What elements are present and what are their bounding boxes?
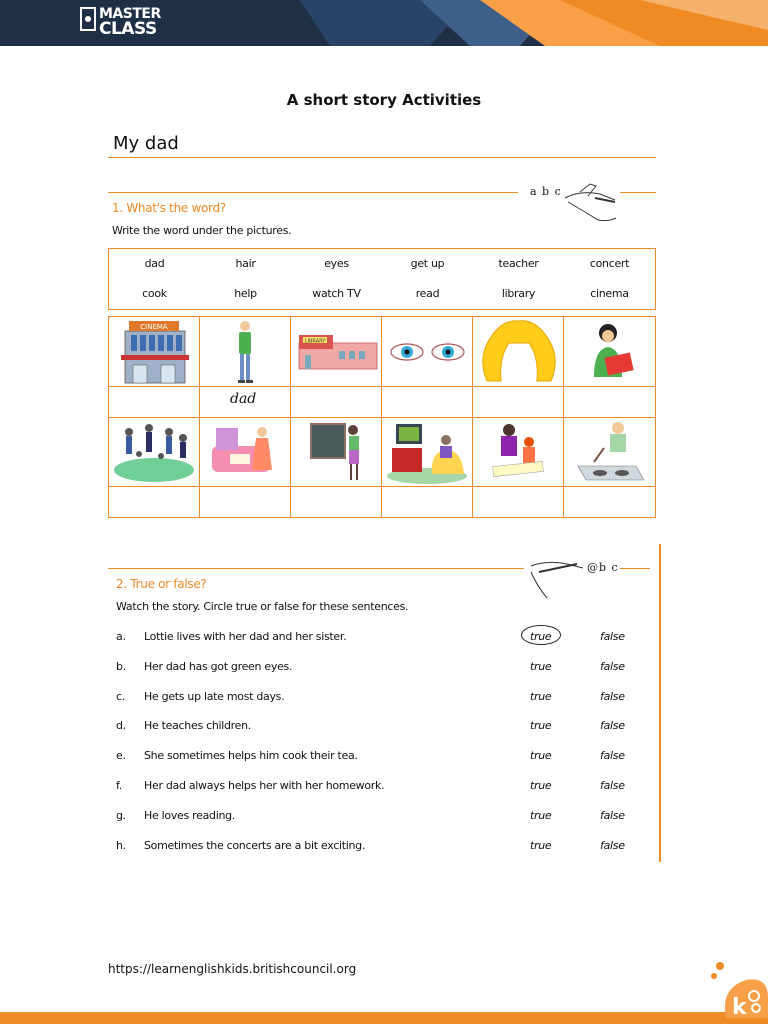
tf-item-d: d. He teaches children. true false [116,719,625,732]
word-concert: concert [589,257,630,270]
word-get-up: get up [410,257,445,270]
header-banner [0,0,768,46]
footer-bar [0,1012,768,1024]
true-option[interactable]: true [530,839,552,852]
answer-cell[interactable] [382,387,473,418]
document-title: A short story Activities [286,91,482,109]
section2-divider-end [620,568,650,569]
tf-item-c: c. He gets up late most days. true false [116,690,625,703]
tf-item-e: e. She sometimes helps him cook their tea. true false [116,749,625,762]
kopo-logo-icon [706,958,768,1018]
teacher-picture [291,418,382,487]
true-option[interactable]: true [530,779,552,792]
svg-text:k: k [732,995,747,1018]
true-option[interactable]: true [530,690,552,703]
false-option[interactable]: false [600,779,625,792]
tf-item-f: f. Her dad always helps her with her homework. true false [116,779,625,792]
eyes-picture [382,317,473,387]
answer-cell[interactable] [109,487,200,518]
true-option[interactable]: true [530,660,552,673]
word-library: library [501,287,536,300]
answer-cell[interactable] [473,487,564,518]
answer-cell[interactable] [200,487,291,518]
word-eyes: eyes [324,257,349,270]
example-answer: dad [230,391,257,407]
logo-mark-icon [80,6,96,32]
false-option[interactable]: false [600,839,625,852]
answer-cell[interactable] [564,487,656,518]
word-help: help [234,287,257,300]
word-bank [108,248,656,310]
cook-picture [564,418,656,487]
help-picture [473,418,564,487]
false-option[interactable]: false [600,690,625,703]
true-option[interactable]: true [530,630,552,643]
section1-instruction: Write the word under the pictures. [112,224,292,237]
answer-cell[interactable] [473,387,564,418]
section2-instruction: Watch the story. Circle true or false for these sentences. [116,600,409,613]
word-read: read [415,287,440,300]
answer-cell[interactable] [382,487,473,518]
writing-hand-icon [560,180,620,225]
tf-item-g: g. He loves reading. true false [116,809,625,822]
answer-cell[interactable] [291,487,382,518]
word-cook: cook [142,287,167,300]
section1-heading: 1. What's the word? [112,201,226,215]
false-option[interactable]: false [600,630,625,643]
man-picture [200,317,291,387]
title-underline [108,157,656,158]
masterclass-logo [80,6,170,40]
tf-item-b: b. Her dad has got green eyes. true false [116,660,625,673]
concert-picture [109,418,200,487]
library-picture [291,317,382,387]
cinema-picture [109,317,200,387]
svg-text:CINEMA: CINEMA [140,323,168,331]
word-cinema: cinema [590,287,629,300]
logo-line1: MASTER [99,6,161,22]
tf-item-h: h. Sometimes the concerts are a bit exciting. true false [116,839,625,852]
tf-item-a: a. Lottie lives with her dad and her sister. true false [116,630,656,648]
get-up-picture [200,418,291,487]
picture-grid [108,316,656,518]
logo-line2: CLASS [99,19,157,39]
watch-tv-picture [382,418,473,487]
true-option[interactable]: true [530,749,552,762]
answer-cell[interactable] [109,387,200,418]
reading-picture [564,317,656,387]
answer-cell[interactable] [564,387,656,418]
worksheet-title: My dad [113,133,179,154]
false-option[interactable]: false [600,809,625,822]
source-link[interactable]: https://learnenglishkids.britishcouncil.org [108,962,357,976]
true-option[interactable]: true [530,809,552,822]
section2-frame [659,544,661,862]
section2-heading: 2. True or false? [116,577,207,591]
section2-abc: @b c [587,561,619,574]
answer-cell[interactable] [291,387,382,418]
false-option[interactable]: false [600,749,625,762]
svg-text:LIBRARY: LIBRARY [304,338,326,345]
section2-divider [108,568,524,569]
true-option[interactable]: true [530,719,552,732]
word-hair: hair [235,257,256,270]
section1-divider [108,192,518,193]
writing-hand-icon [527,552,587,602]
hair-picture [473,317,564,387]
word-teacher: teacher [498,257,539,270]
section1-abc: a b c [530,185,562,198]
false-option[interactable]: false [600,660,625,673]
false-option[interactable]: false [600,719,625,732]
word-watch-tv: watch TV [312,287,361,300]
section1-divider-end [620,192,656,193]
word-dad: dad [144,257,165,270]
